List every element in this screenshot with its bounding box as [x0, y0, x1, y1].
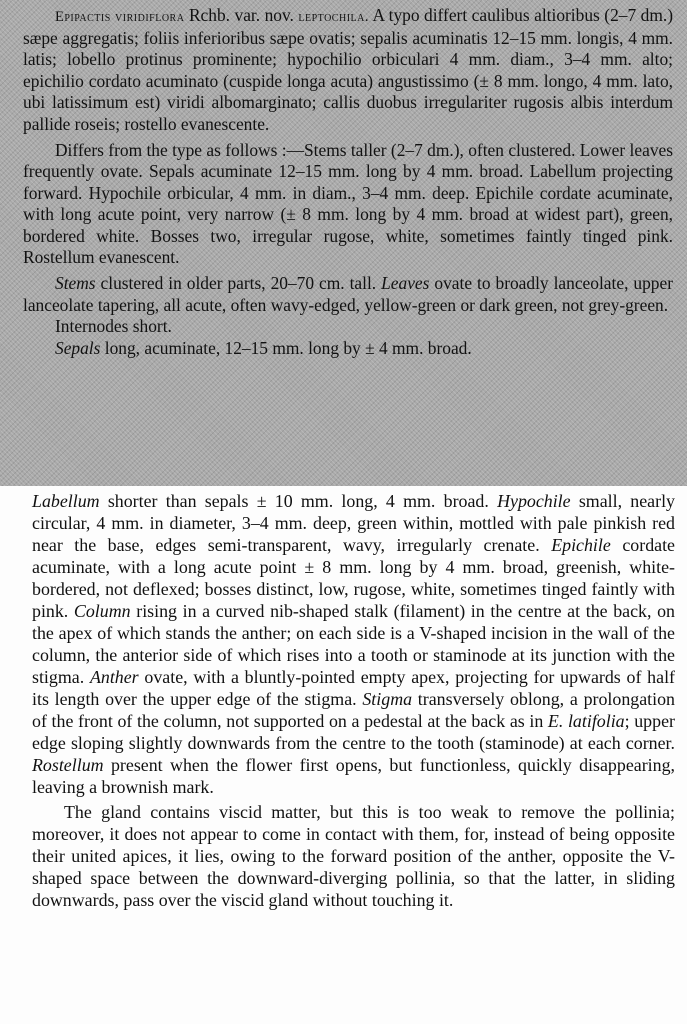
epichile-text: cordate acuminate, with a long acute point ± 8 mm. long by 4 mm. broad, greenish, white-bordered, not deflexed; bosses distinct, low, rugose, white, sometimes tinged faintly with pink. — [32, 535, 675, 621]
stems-text: clustered in older parts, 20–70 cm. tall. — [95, 273, 382, 294]
column-text: rising in a curved nib-shaped stalk (filament) in the centre at the back, on the apex of which stands the anther; on each side is a V-shaped incision in the wall of the column, the anterior side of which rises into a tooth or staminode at its junction with the stigma. — [32, 601, 675, 687]
column-heading: Column — [73, 601, 131, 621]
latin-diagnosis: A typo differt caulibus altioribus (2–7 dm.) sæpe aggregatis; foliis inferioribus sæpe ovatis; sepalis acuminatis 12–15 mm. longis, 4 mm. latis; lobello protinus prominente; hypochilio orbiculari 4 mm. diam., 3–4 mm. alto; epichilio cordato acuminato (cuspide longa acuta) angustissimo (± 8 mm. longo, 4 mm. lato, ubi latissimum est) viridi albomarginato; callis duobus irregulariter rugosis albis interdum pallide roseis; rostello evanescente. — [23, 5, 674, 134]
variety-name: leptochila. — [298, 9, 369, 25]
stigma-heading: Stigma — [362, 689, 413, 709]
latifolia-reference: E. latifolia — [547, 711, 625, 731]
sepals-line — [23, 338, 673, 359]
labellum-text: shorter than sepals ± 10 mm. long, 4 mm. broad. — [99, 491, 498, 511]
english-diagnosis: Differs from the type as follows :—Stems taller (2–7 dm.), often clustered. Lower leaves frequently ovate. Sepals acuminate 12–15 mm. long by 4 mm. broad. Labellum projecting forward. Hypochile orbicular, 4 mm. in diam., 3–4 mm. deep. Epichile cordate acuminate, with long acute point, very narrow (± 8 mm. long by 4 mm. broad at widest part), green, bordered white. Bosses two, irregular rugose, white, sometimes faintly tinged pink. Rostellum evanescent. — [23, 140, 673, 268]
anther-heading: Anther — [89, 667, 139, 687]
rostellum-text: present when the flower first opens, but functionless, quickly disappearing, leaving a brownish mark. — [32, 755, 675, 797]
stems-leaves-paragraph — [23, 273, 673, 316]
authority: Rchb. var. nov. — [184, 5, 299, 25]
gland-paragraph: The gland contains viscid matter, but this is too weak to remove the pollinia; moreover, it does not appear to come in contact with them, for, instead of being opposite their united apices, it lies, owing to the forward position of the anther, opposite the V-shaped space between the downward-diverging pollinia, so that the latter, in sliding downwards, pass over the viscid gland without touching it. — [32, 802, 675, 910]
leaves-text: ovate to broadly lanceolate, upper lanceolate tapering, all acute, often wavy-edged, yellow-green or dark green, not grey-green. — [23, 273, 673, 315]
internodes-line: Internodes short. — [55, 316, 172, 337]
text-bottom-section — [0, 486, 687, 1024]
species-heading — [23, 5, 673, 135]
hypochile-heading: Hypochile — [497, 491, 571, 511]
rostellum-heading: Rostellum — [32, 755, 104, 775]
species-name: Epipactis viridiflora — [55, 9, 185, 25]
leaves-heading: Leaves — [381, 273, 430, 294]
stems-heading: Stems — [55, 273, 96, 294]
scanned-top-section — [0, 0, 687, 486]
epichile-heading: Epichile — [551, 535, 611, 555]
anther-text: ovate, with a bluntly-pointed empty apex, projecting for upwards of half its length over the upper edge of the stigma. — [32, 667, 676, 709]
sepals-text: long, acuminate, 12–15 mm. long by ± 4 mm. broad. — [100, 337, 472, 358]
hypochile-text: small, nearly circular, 4 mm. in diameter, 3–4 mm. deep, green within, mottled with pale pinkish red near the base, edges semi-transparent, wavy, irregularly crenate. — [32, 491, 676, 555]
labellum-heading: Labellum — [32, 491, 100, 511]
stigma-text-b: ; upper edge sloping slightly downwards from the centre to the tooth (staminode) at each corner. — [32, 711, 675, 753]
sepals-heading: Sepals — [55, 337, 101, 358]
stigma-text-a: transversely oblong, a prolongation of the front of the column, not supported on a pedestal at the back as in — [32, 689, 675, 731]
flower-description — [32, 490, 675, 798]
